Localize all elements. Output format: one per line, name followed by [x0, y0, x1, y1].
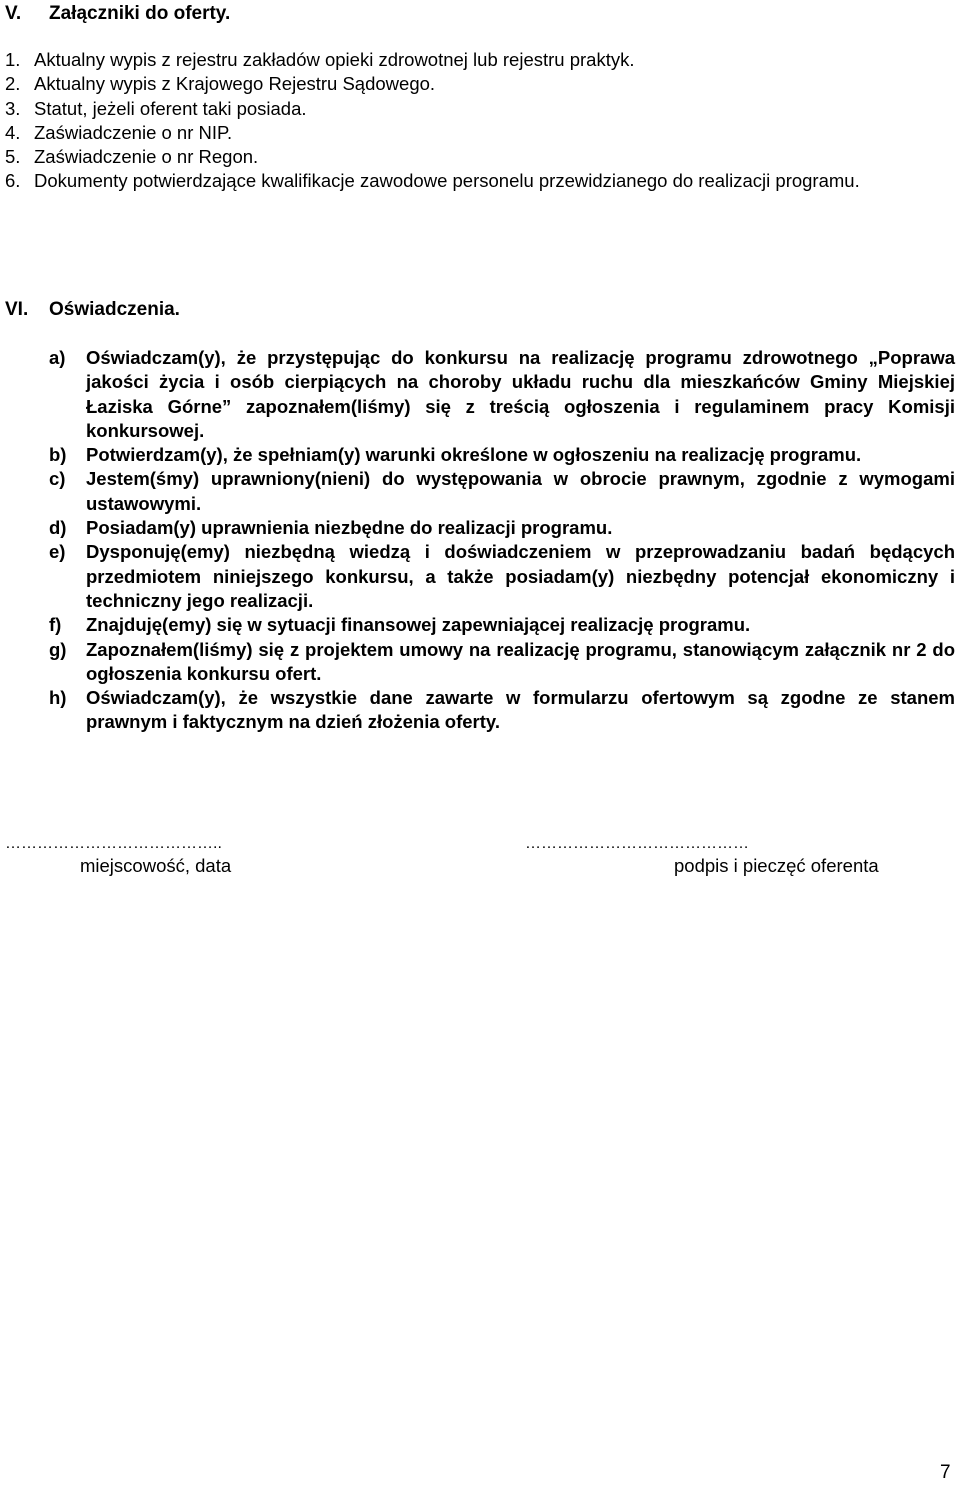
list-item: [5, 145, 957, 169]
list-item: [5, 72, 957, 96]
statements-list: [49, 346, 955, 735]
list-item-marker: f): [49, 614, 62, 636]
attachments-list: [5, 48, 957, 194]
list-item: [49, 516, 955, 540]
list-item: [5, 97, 957, 121]
list-item: [49, 686, 955, 735]
section-v-heading: [5, 2, 230, 26]
list-item-text: Jestem(śmy) uprawniony(nieni) do występowania w obrocie prawnym, zgodnie z wymogami ustawowymi.: [86, 468, 955, 514]
list-item-marker: 4.: [5, 121, 21, 143]
list-item-marker: c): [49, 468, 66, 490]
list-item: [5, 121, 957, 145]
list-item: [49, 467, 955, 516]
list-item-marker: h): [49, 687, 67, 709]
list-item-text: Posiadam(y) uprawnienia niezbędne do realizacji programu.: [86, 517, 613, 539]
list-item-text: Zaświadczenie o nr NIP.: [34, 121, 233, 143]
list-item-text: Oświadczam(y), że wszystkie dane zawarte w formularzu ofertowym są zgodne ze stanem prawnym i faktycznym na dzień złożenia oferty.: [86, 687, 955, 733]
list-item: [49, 443, 955, 467]
list-item-marker: 5.: [5, 146, 21, 168]
list-item: [49, 638, 955, 687]
list-item: [49, 613, 955, 637]
signature-dotted-line: ……………………………………: [525, 835, 749, 852]
list-item-text: Zapoznałem(liśmy) się z projektem umowy na realizację programu, stanowiącym załącznik nr 2 do ogłoszenia konkursu ofert.: [86, 638, 955, 684]
list-item-marker: g): [49, 638, 67, 660]
page-number: 7: [940, 1462, 951, 1483]
list-item: [5, 169, 957, 193]
section-vi-heading: [5, 298, 180, 322]
section-vi-title: Oświadczenia.: [49, 299, 180, 320]
list-item-text: Aktualny wypis z rejestru zakładów opieki zdrowotnej lub rejestru praktyk.: [34, 49, 635, 70]
list-item-marker: b): [49, 444, 67, 466]
list-item-text: Aktualny wypis z Krajowego Rejestru Sądowego.: [34, 73, 436, 95]
section-v-number: V.: [5, 3, 22, 24]
list-item-marker: a): [49, 347, 66, 368]
list-item-text: Potwierdzam(y), że spełniam(y) warunki określone w ogłoszeniu na realizację programu.: [86, 444, 862, 466]
list-item-text: Dokumenty potwierdzające kwalifikacje zawodowe personelu przewidzianego do realizacji programu.: [34, 170, 860, 192]
list-item: [5, 48, 957, 72]
section-v-title: Załączniki do oferty.: [49, 3, 231, 24]
section-vi-number: VI.: [5, 299, 29, 320]
list-item-marker: 6.: [5, 170, 21, 192]
list-item-marker: 2.: [5, 73, 21, 95]
list-item: [49, 540, 955, 613]
list-item-text: Oświadczam(y), że przystępując do konkursu na realizację programu zdrowotnego „Poprawa jakości życia i osób cierpiących na choroby układu ruchu dla mieszkańców Gminy Miejskiej Łaziska Górne” zapoznałem(liśmy) się z treścią ogłoszenia i regulaminem pracy Komisji konkursowej.: [86, 347, 955, 441]
list-item-text: Statut, jeżeli oferent taki posiada.: [34, 97, 307, 119]
list-item-text: Znajduję(emy) się w sytuacji finansowej zapewniającej realizację programu.: [86, 614, 751, 636]
place-date-label: miejscowość, data: [80, 855, 232, 876]
list-item-marker: 3.: [5, 97, 21, 119]
signature-label: podpis i pieczęć oferenta: [674, 855, 879, 876]
list-item-text: Dysponuję(emy) niezbędną wiedzą i doświadczeniem w przeprowadzaniu badań będących przedmiotem niniejszego konkursu, a także posiadam(y) niezbędny potencjał ekonomiczny i techniczny jego realizacji.: [86, 541, 955, 611]
list-item-marker: 1.: [5, 49, 21, 70]
list-item-marker: e): [49, 541, 66, 563]
list-item-text: Zaświadczenie o nr Regon.: [34, 146, 259, 168]
list-item-marker: d): [49, 517, 67, 539]
place-date-dotted-line: …………………………………..: [5, 835, 222, 852]
list-item: [49, 346, 955, 443]
